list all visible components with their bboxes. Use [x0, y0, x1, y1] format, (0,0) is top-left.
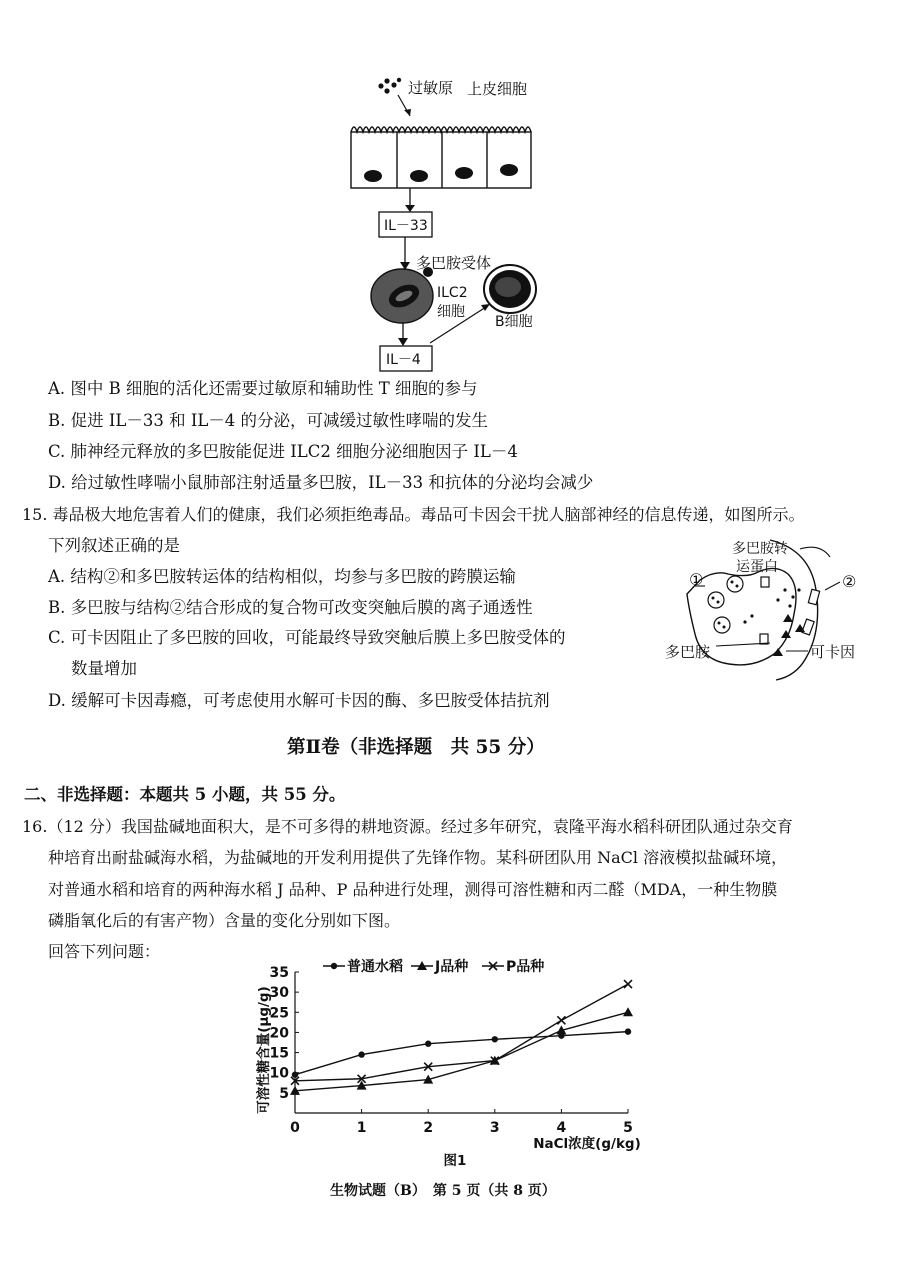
q15-option-a: A. 结构②和多巴胺转运体的结构相似，均参与多巴胺的跨膜运输 [48, 567, 516, 586]
q15-option-b: B. 多巴胺与结构②结合形成的复合物可改变突触后膜的离子通透性 [48, 598, 533, 617]
y-tick-label: 30 [269, 985, 289, 1002]
q15-option-c: C. 可卡因阻止了多巴胺的回收，可能最终导致突触后膜上多巴胺受体的 [48, 628, 566, 647]
cocaine-label: 可卡因 [810, 643, 856, 661]
transporter-label-2: 运蛋白 [736, 559, 778, 575]
structure-1-label: ① [689, 570, 704, 589]
y-tick-label: 35 [269, 965, 289, 981]
allergen-label: 过敏原 [408, 79, 454, 97]
q16-stem-2: 种培育出耐盐碱海水稻，为盐碱地的开发利用提供了先锋作物。某科研团队用 NaCl 溶液模拟盐碱环境， [48, 848, 788, 867]
q14-option-a: A. 图中 B 细胞的活化还需要过敏原和辅助性 T 细胞的参与 [48, 379, 478, 398]
legend-label-j-variety: J品种 [435, 959, 469, 975]
q15-option-d: D. 缓解可卡因毒瘾，可考虑使用水解可卡因的酶、多巴胺受体拮抗剂 [48, 691, 550, 710]
q15-option-c-cont: 数量增加 [71, 659, 137, 678]
data-point-p-variety [557, 1016, 565, 1024]
chart-legend [323, 958, 544, 975]
figure-caption: 图1 [443, 1153, 467, 1169]
dopamine-label: 多巴胺 [665, 643, 711, 661]
section-2-title: 第Ⅱ卷（非选择题 共 55 分） [287, 737, 545, 758]
chart-axes [295, 972, 628, 1113]
dopamine-receptor-label: 多巴胺受体 [416, 254, 492, 272]
y-tick-label: 5 [279, 1085, 289, 1102]
y-tick-label: 15 [269, 1045, 289, 1062]
series-p-variety [291, 980, 632, 1085]
q16-stem-1: 16.（12 分）我国盐碱地面积大，是不可多得的耕地资源。经过多年研究，袁隆平海水稻科研团队通过杂交育 [22, 817, 793, 836]
legend-label-normal-rice: 普通水稻 [347, 959, 403, 975]
structure-2-label: ② [842, 572, 857, 591]
data-point-normal-rice [492, 1036, 498, 1042]
q16-stem-4: 磷脂氧化后的有害产物）含量的变化分别如下图。 [48, 911, 401, 930]
q15-stem: 15. 毒品极大地危害着人们的健康，我们必须拒绝毒品。毒品可卡因会干扰人脑部神经的信息传递，如图所示。 [22, 505, 805, 524]
legend-item-normal-rice [323, 958, 403, 975]
q16-stem-3: 对普通水稻和培育的两种海水稻 J 品种、P 品种进行处理，测得可溶性糖和丙二醛（MDA，一种生物膜 [48, 880, 778, 899]
section-2-description: 二、非选择题：本题共 5 小题，共 55 分。 [24, 785, 346, 804]
x-tick-label: 2 [423, 1120, 434, 1136]
q14-option-c: C. 肺神经元释放的多巴胺能促进 ILC2 细胞分泌细胞因子 IL－4 [48, 442, 518, 461]
q15-stem-2: 下列叙述正确的是 [48, 536, 180, 555]
legend-item-p-variety [482, 958, 544, 975]
data-point-p-variety [624, 980, 632, 988]
series-j-variety [290, 1007, 633, 1095]
page-footer: 生物试题（B） 第 5 页（共 8 页） [330, 1183, 556, 1199]
ilc2-label-2: 细胞 [437, 304, 465, 320]
data-point-j-variety [623, 1007, 633, 1016]
il4-label: IL－4 [386, 352, 421, 368]
y-tick-label: 10 [269, 1065, 289, 1082]
q16-stem-5: 回答下列问题： [48, 942, 161, 961]
ilc2-label: ILC2 [437, 285, 468, 301]
data-point-normal-rice [625, 1028, 631, 1034]
legend-marker-normal-rice [331, 963, 337, 969]
y-tick-label: 25 [269, 1005, 289, 1022]
x-tick-label: 0 [290, 1120, 300, 1136]
il33-label: IL－33 [384, 218, 428, 234]
legend-label-p-variety: P品种 [506, 959, 545, 975]
series-line-normal-rice [295, 1032, 628, 1075]
series-line-p-variety [295, 984, 628, 1081]
q14-option-d: D. 给过敏性哮喘小鼠肺部注射适量多巴胺，IL－33 和抗体的分泌均会减少 [48, 473, 594, 492]
y-tick-label: 20 [269, 1025, 289, 1042]
y-axis-label: 可溶性糖含量(μg/g) [256, 986, 272, 1114]
x-tick-label: 3 [489, 1120, 500, 1136]
b-cell-label: B细胞 [495, 314, 533, 330]
legend-item-j-variety [411, 958, 468, 975]
data-point-normal-rice [425, 1041, 431, 1047]
data-point-normal-rice [358, 1051, 364, 1057]
x-tick-label: 1 [356, 1120, 367, 1136]
x-tick-label: 4 [556, 1120, 567, 1136]
data-point-normal-rice [292, 1072, 298, 1078]
x-axis-label: NaCl浓度(g/kg) [533, 1136, 641, 1152]
q14-option-b: B. 促进 IL－33 和 IL－4 的分泌，可减缓过敏性哮喘的发生 [48, 411, 489, 430]
epithelial-label: 上皮细胞 [467, 80, 528, 98]
x-tick-label: 5 [623, 1120, 633, 1136]
transporter-label: 多巴胺转 [732, 541, 788, 557]
